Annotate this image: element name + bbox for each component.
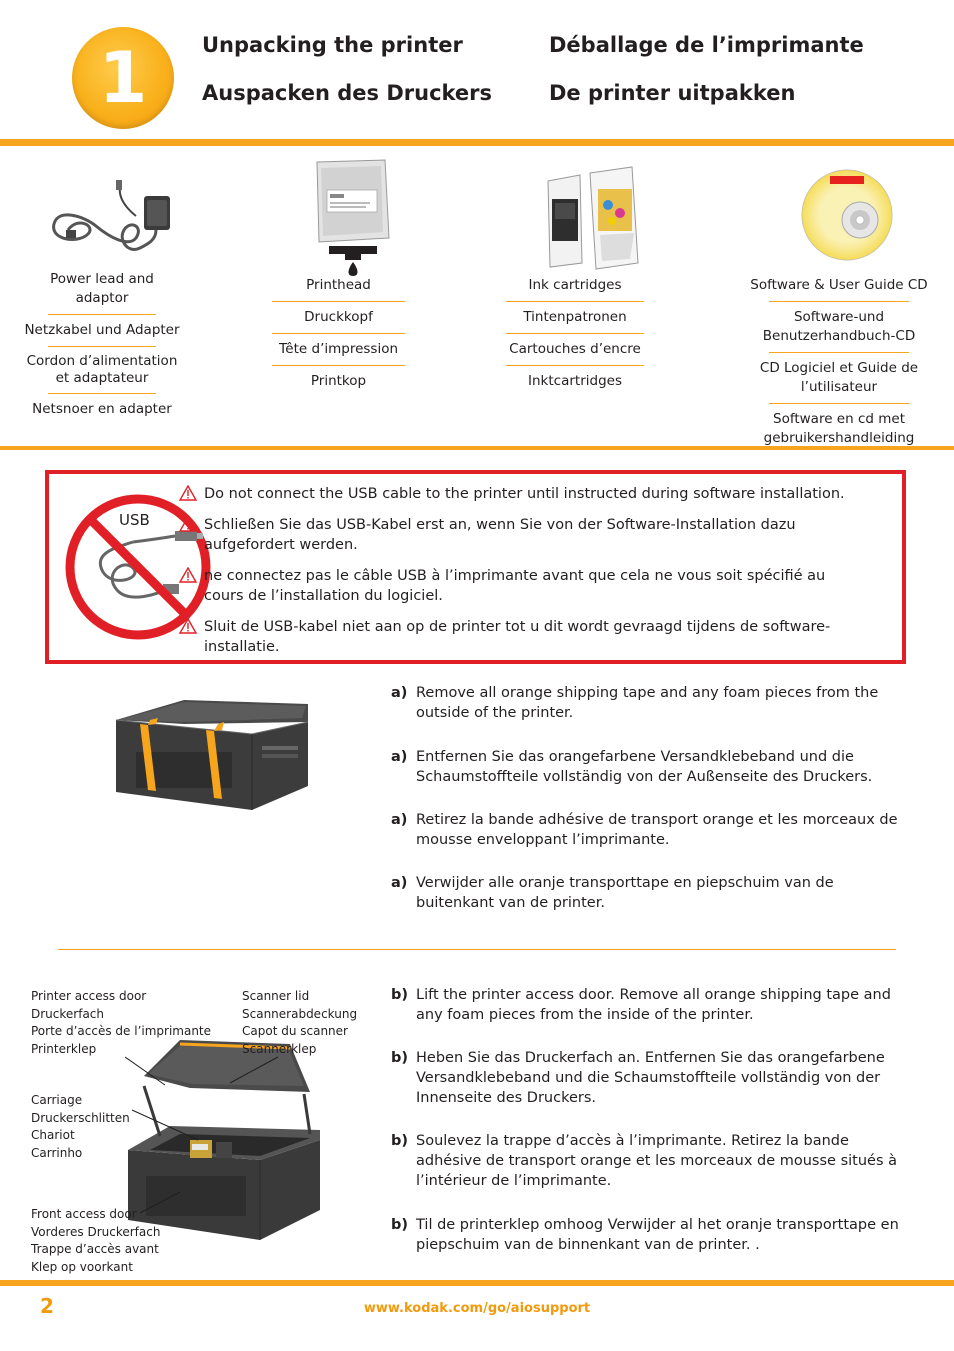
callout-line: Scannerklep <box>242 1041 317 1056</box>
callout-line: Trappe d’accès avant <box>31 1242 159 1256</box>
warning-text-en: Do not connect the USB cable to the printer until instructed during software installation. <box>204 486 845 502</box>
callout-line: Scannerabdeckung <box>242 1006 358 1021</box>
warning-en <box>204 484 854 504</box>
callout-line: Scanner lid <box>242 989 310 1003</box>
label-de: Netzkabel und Adapter <box>24 322 180 338</box>
step-b-text-de: Heben Sie das Druckerfach an. Entfernen Sie das orangefarbene Versandklebeband und die Schaumstoffteile vollständig von der Innenseite des Druckers. <box>416 1050 885 1106</box>
label-nl: Inktcartridges <box>528 373 622 389</box>
software-cd-image <box>800 168 895 263</box>
power-adaptor-image <box>48 178 183 263</box>
step-a-text-fr: Retirez la bande adhésive de transport orange et les morceaux de mousse enveloppant l’imprimante. <box>416 812 898 848</box>
label-fr: Cartouches d’encre <box>509 341 641 357</box>
step-b-marker: b) <box>391 1050 409 1066</box>
contents-divider <box>0 446 954 450</box>
step-b-text-fr: Soulevez la trappe d’accès à l’imprimante. Retirez la bande adhésive de transport orange et les morceaux de mousse situés à l’intérieur de l’imprimante. <box>416 1133 897 1189</box>
step-b-fr <box>391 1131 901 1191</box>
callout-carriage <box>31 1092 130 1162</box>
label-fr: CD Logiciel et Guide de l’utilisateur <box>759 360 919 395</box>
label-nl: Netsnoer en adapter <box>32 401 172 417</box>
step-a-nl <box>391 873 901 913</box>
section-divider <box>58 949 896 950</box>
warning-icon <box>179 516 197 532</box>
label-fr: Cordon d’alimentation et adaptateur <box>26 353 178 386</box>
label-de: Druckkopf <box>304 309 373 325</box>
warning-icon <box>179 485 197 501</box>
callout-line: Klep op voorkant <box>31 1259 133 1274</box>
step-a-de <box>391 747 901 787</box>
label-nl: Software en cd met gebruikershandleiding <box>763 411 915 446</box>
step-b-en <box>391 985 901 1025</box>
page-number: 2 <box>40 1294 54 1318</box>
callout-line: Printer access door <box>31 989 147 1003</box>
step-b-text-en: Lift the printer access door. Remove all orange shipping tape and any foam pieces from the inside of the printer. <box>416 987 891 1023</box>
callout-line: Front access door <box>31 1207 137 1221</box>
warning-de <box>204 515 854 555</box>
header-divider <box>0 139 954 146</box>
step-a-marker: a) <box>391 812 408 828</box>
label-en: Power lead and adaptor <box>50 271 154 306</box>
label-nl: Printkop <box>310 373 367 389</box>
callout-line: Druckerfach <box>31 1006 104 1021</box>
step-b-nl <box>391 1215 901 1255</box>
callout-line: Capot du scanner <box>242 1024 348 1038</box>
box-item-software-cd <box>745 270 933 454</box>
step-b-de <box>391 1048 901 1108</box>
callout-line: Chariot <box>31 1128 75 1142</box>
footer-divider <box>0 1280 954 1286</box>
step-a-marker: a) <box>391 875 408 891</box>
callout-front-access-door <box>31 1206 160 1276</box>
support-link[interactable]: www.kodak.com/go/aiosupport <box>363 1301 591 1316</box>
label-de: Tintenpatronen <box>523 309 627 325</box>
title-fr: Déballage de l’imprimante <box>549 33 864 57</box>
callout-line: Druckerschlitten <box>31 1110 130 1125</box>
label-en: Software & User Guide CD <box>750 277 928 293</box>
ink-cartridges-image <box>540 163 645 273</box>
title-de: Auspacken des Druckers <box>202 81 493 105</box>
callout-line: Carrinho <box>31 1145 83 1160</box>
step-a-marker: a) <box>391 685 408 701</box>
usb-label: USB <box>119 511 150 529</box>
callout-line: Carriage <box>31 1093 83 1107</box>
warning-text-de: Schließen Sie das USB-Kabel erst an, wenn Sie von der Software-Installation dazu aufgefordert werden. <box>204 517 796 553</box>
warning-fr <box>204 566 854 606</box>
box-item-printhead <box>272 270 405 397</box>
step-b-marker: b) <box>391 1217 409 1233</box>
callout-line: Porte d’accès de l’imprimante <box>31 1024 212 1038</box>
warning-nl <box>204 617 854 657</box>
warning-text-fr: ne connectez pas le câble USB à l’imprimante avant que cela ne vous soit spécifié au cours de l’installation du logiciel. <box>204 568 826 604</box>
printer-exterior-image <box>112 694 320 816</box>
step-a-en <box>391 683 901 723</box>
callout-scanner-lid <box>242 988 357 1058</box>
step-b-marker: b) <box>391 987 409 1003</box>
step-number-badge <box>72 27 174 129</box>
box-item-ink-cartridges <box>506 270 644 397</box>
step-b-marker: b) <box>391 1133 409 1149</box>
box-item-power-adaptor <box>22 264 182 425</box>
step-a-fr <box>391 810 901 850</box>
label-en: Printhead <box>306 277 371 293</box>
label-en: Ink cartridges <box>528 277 622 293</box>
title-nl: De printer uitpakken <box>549 81 796 105</box>
step-a-text-de: Entfernen Sie das orangefarbene Versandklebeband und die Schaumstoffteile vollständig von der Außenseite des Druckers. <box>416 749 873 785</box>
warning-icon <box>179 618 197 634</box>
step-a-marker: a) <box>391 749 408 765</box>
step-number: 1 <box>98 37 148 119</box>
step-a-text-en: Remove all orange shipping tape and any foam pieces from the outside of the printer. <box>416 685 879 721</box>
label-fr: Tête d’impression <box>278 341 399 357</box>
title-en: Unpacking the printer <box>202 33 463 57</box>
step-a-text-nl: Verwijder alle oranje transporttape en piepschuim van de buitenkant van de printer. <box>416 875 834 911</box>
warning-text-nl: Sluit de USB-kabel niet aan op de printer tot u dit wordt gevraagd tijdens de software-installatie. <box>204 619 831 655</box>
callout-line: Vorderes Druckerfach <box>31 1224 161 1239</box>
step-b-text-nl: Til de printerklep omhoog Verwijder al het oranje transporttape en piepschuim van de binnenkant van de printer. . <box>416 1217 899 1253</box>
printhead-image <box>313 158 393 278</box>
label-de: Software-und Benutzerhandbuch-CD <box>762 309 916 344</box>
callout-line: Printerklep <box>31 1041 97 1056</box>
callout-printer-access-door <box>31 988 211 1058</box>
warning-icon <box>179 567 197 583</box>
